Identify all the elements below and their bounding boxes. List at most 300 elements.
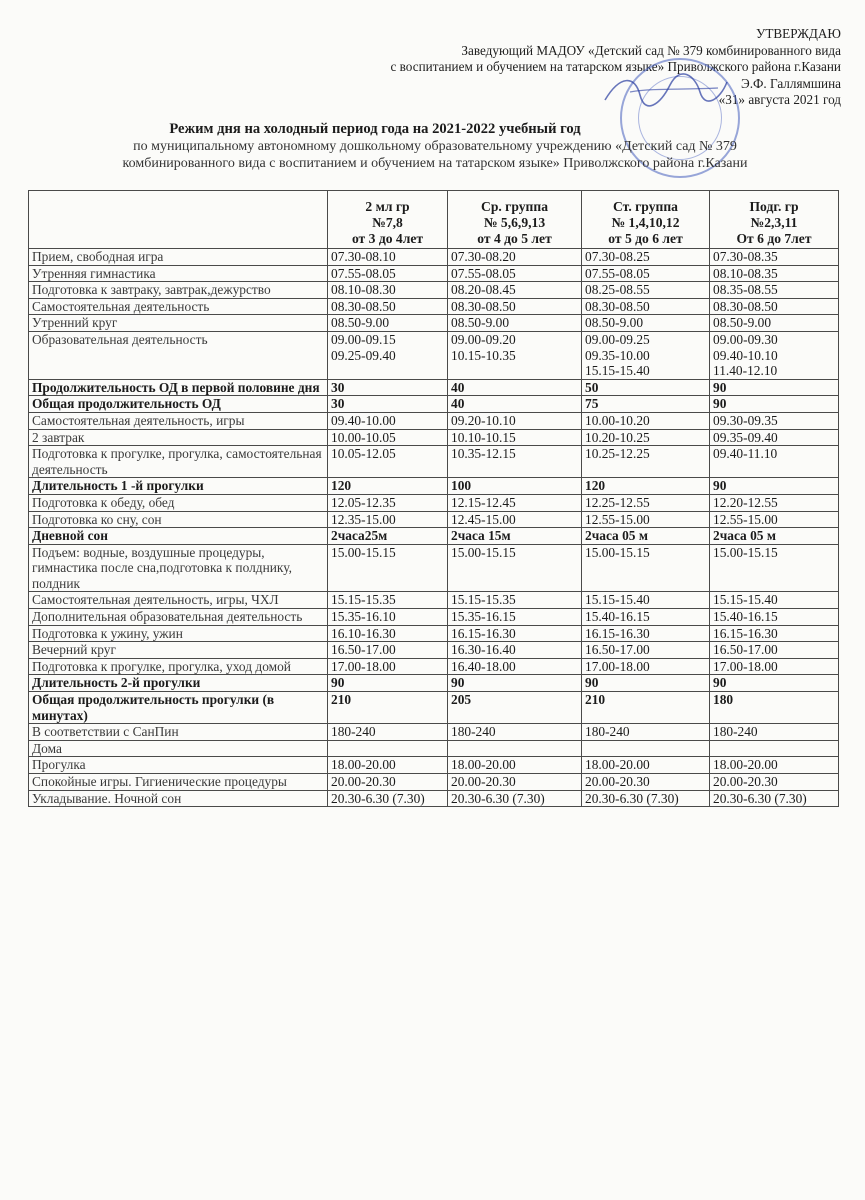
- table-cell: [582, 692, 710, 724]
- table-cell: [448, 429, 582, 446]
- table-row: [29, 675, 839, 692]
- cell-value: 07.30-08.25: [585, 249, 650, 264]
- approval-line-1: УТВЕРЖДАЮ: [755, 26, 841, 41]
- cell-value: 07.55-08.05: [451, 265, 516, 281]
- cell-value: 07.55-08.05: [331, 265, 396, 281]
- row-label: Прогулка: [29, 757, 328, 774]
- cell-value: 16.30-16.40: [451, 642, 516, 658]
- table-cell: [448, 592, 582, 609]
- table-cell: [710, 315, 839, 332]
- table-cell: [710, 528, 839, 545]
- table-row: [29, 494, 839, 511]
- table-cell: [582, 446, 710, 478]
- cell-value: 08.50-9.00: [585, 315, 644, 331]
- table-cell: [710, 511, 839, 528]
- cell-value: 09.35-09.40: [713, 429, 778, 445]
- cell-value: 16.10-16.30: [331, 625, 396, 641]
- cell-value: 09.00-09.30: [713, 331, 778, 347]
- table-cell: [328, 412, 448, 429]
- cell-value: 90: [713, 379, 727, 395]
- cell-value: 180: [713, 692, 734, 708]
- table-cell: [710, 774, 839, 791]
- table-cell: [582, 774, 710, 791]
- cell-value: 16.15-16.30: [713, 625, 778, 641]
- cell-value: 08.10-08.30: [331, 282, 396, 298]
- table-cell: [582, 315, 710, 332]
- cell-value: 12.55-15.00: [585, 511, 650, 527]
- cell-value: 08.50-9.00: [713, 315, 772, 331]
- cell-value: 08.30-08.50: [713, 298, 778, 314]
- cell-value: 15.00-15.15: [451, 544, 516, 560]
- cell-value: 08.10-08.35: [713, 265, 778, 281]
- row-label: Общая продолжительность прогулки (в минутах): [29, 692, 328, 724]
- row-label: Подготовка к обеду, обед: [29, 494, 328, 511]
- table-cell: [582, 675, 710, 692]
- column-header-line: от 3 до 4лет: [351, 231, 424, 246]
- column-header-line: 2 мл гр: [365, 199, 410, 214]
- cell-value: 16.15-16.30: [451, 625, 516, 641]
- table-cell: [582, 592, 710, 609]
- cell-value: 09.00-09.15: [331, 331, 396, 347]
- row-label: Спокойные игры. Гигиенические процедуры: [29, 774, 328, 791]
- cell-value: 07.30-08.10: [331, 249, 396, 264]
- approval-line-4: Э.Ф. Галлямшина: [741, 75, 841, 91]
- cell-value: 15.15-15.35: [451, 592, 516, 608]
- cell-value: 09.25-09.40: [331, 347, 396, 363]
- cell-value: 17.00-18.00: [713, 658, 778, 674]
- cell-value: 16.40-18.00: [451, 658, 516, 674]
- cell-value: 18.00-20.00: [585, 757, 650, 773]
- row-label: Подготовка к прогулке, прогулка, уход домой: [29, 658, 328, 675]
- column-header-line: Подг. гр: [749, 199, 799, 214]
- table-cell: [448, 528, 582, 545]
- row-label: Подготовка к прогулке, прогулка, самостоятельная деятельность: [29, 446, 328, 478]
- table-row: [29, 724, 839, 741]
- cell-value: 11.40-12.10: [713, 363, 778, 379]
- table-cell: [328, 625, 448, 642]
- table-cell: [328, 528, 448, 545]
- cell-value: 20.30-6.30 (7.30): [451, 790, 545, 806]
- table-row: [29, 315, 839, 332]
- table-row: [29, 757, 839, 774]
- table-cell: [582, 511, 710, 528]
- table-row: [29, 658, 839, 675]
- row-label: Подготовка к ужину, ужин: [29, 625, 328, 642]
- cell-value: 90: [713, 396, 727, 412]
- cell-value: 08.50-9.00: [331, 315, 390, 331]
- table-cell: [328, 511, 448, 528]
- cell-value: 2часа 15м: [451, 528, 511, 544]
- cell-value: 30: [331, 396, 345, 412]
- table-cell: [328, 265, 448, 282]
- cell-value: 15.15-15.35: [331, 592, 396, 608]
- column-header: [710, 191, 839, 249]
- row-label: Подготовка к завтраку, завтрак,дежурство: [29, 282, 328, 299]
- approval-block: [281, 26, 841, 109]
- table-cell: [448, 249, 582, 266]
- table-cell: [582, 379, 710, 396]
- table-cell: [448, 315, 582, 332]
- table-cell: [710, 249, 839, 266]
- table-cell: [710, 494, 839, 511]
- table-cell: [448, 774, 582, 791]
- title-block: [20, 120, 850, 172]
- cell-value: 07.30-08.35: [713, 249, 778, 264]
- table-cell: [448, 675, 582, 692]
- table-cell: [448, 478, 582, 495]
- cell-value: 12.55-15.00: [713, 511, 778, 527]
- cell-value: 15.40-16.15: [585, 609, 650, 625]
- table-cell: [582, 757, 710, 774]
- table-cell: [582, 331, 710, 379]
- table-cell: [328, 774, 448, 791]
- table-cell: [328, 724, 448, 741]
- table-cell: [710, 609, 839, 626]
- table-cell: [582, 298, 710, 315]
- table-row: [29, 249, 839, 266]
- table-cell: [710, 740, 839, 757]
- table-cell: [710, 478, 839, 495]
- row-label: Прием, свободная игра: [29, 249, 328, 266]
- table-cell: [448, 757, 582, 774]
- table-cell: [582, 265, 710, 282]
- cell-value: 210: [331, 692, 352, 708]
- column-header-line: №7,8: [372, 215, 403, 230]
- row-label: Укладывание. Ночной сон: [29, 790, 328, 807]
- cell-value: 180-240: [451, 724, 496, 740]
- table-cell: [710, 446, 839, 478]
- row-label: Длительность 1 -й прогулки: [29, 478, 328, 495]
- table-row: [29, 412, 839, 429]
- column-header-line: от 4 до 5 лет: [477, 231, 552, 246]
- table-cell: [328, 757, 448, 774]
- table-cell: [582, 625, 710, 642]
- row-label: Самостоятельная деятельность, игры, ЧХЛ: [29, 592, 328, 609]
- table-cell: [448, 511, 582, 528]
- table-cell: [710, 724, 839, 741]
- table-cell: [448, 790, 582, 807]
- table-cell: [710, 675, 839, 692]
- table-row: [29, 379, 839, 396]
- cell-value: 15.15-15.40: [585, 592, 650, 608]
- cell-value: 18.00-20.00: [713, 757, 778, 773]
- cell-value: 75: [585, 396, 599, 412]
- table-cell: [448, 298, 582, 315]
- cell-value: 205: [451, 692, 472, 708]
- cell-value: 10.35-12.15: [451, 446, 516, 462]
- cell-value: 12.15-12.45: [451, 494, 516, 510]
- table-row: [29, 642, 839, 659]
- table-cell: [448, 379, 582, 396]
- table-cell: [582, 642, 710, 659]
- row-label: Дневной сон: [29, 528, 328, 545]
- table-cell: [328, 379, 448, 396]
- table-cell: [582, 724, 710, 741]
- cell-value: 08.20-08.45: [451, 282, 516, 298]
- table-row: [29, 429, 839, 446]
- table-cell: [328, 790, 448, 807]
- cell-value: 15.00-15.15: [713, 544, 778, 560]
- cell-value: 180-240: [585, 724, 630, 740]
- table-cell: [448, 331, 582, 379]
- row-label: Утренняя гимнастика: [29, 265, 328, 282]
- cell-value: 10.10-10.15: [451, 429, 516, 445]
- table-cell: [448, 494, 582, 511]
- table-cell: [328, 478, 448, 495]
- table-cell: [710, 658, 839, 675]
- row-label: Самостоятельная деятельность: [29, 298, 328, 315]
- cell-value: 09.30-09.35: [713, 412, 778, 428]
- table-cell: [448, 642, 582, 659]
- table-cell: [448, 692, 582, 724]
- table-cell: [448, 724, 582, 741]
- table-cell: [710, 692, 839, 724]
- table-cell: [448, 625, 582, 642]
- cell-value: 08.25-08.55: [585, 282, 650, 298]
- table-cell: [582, 544, 710, 592]
- cell-value: 12.25-12.55: [585, 494, 650, 510]
- cell-value: 07.55-08.05: [585, 265, 650, 281]
- row-label: Самостоятельная деятельность, игры: [29, 412, 328, 429]
- table-cell: [448, 740, 582, 757]
- cell-value: 07.30-08.20: [451, 249, 516, 264]
- cell-value: 16.50-17.00: [713, 642, 778, 658]
- cell-value: 12.45-15.00: [451, 511, 516, 527]
- table-row: [29, 478, 839, 495]
- column-header-line: № 1,4,10,12: [611, 215, 680, 230]
- document-subtitle-1: по муниципальному автономному дошкольному образовательному учреждению «Детский сад № 379: [133, 139, 737, 154]
- table-cell: [582, 740, 710, 757]
- table-cell: [328, 642, 448, 659]
- table-cell: [582, 609, 710, 626]
- table-cell: [710, 544, 839, 592]
- cell-value: 20.30-6.30 (7.30): [331, 790, 425, 806]
- table-cell: [328, 544, 448, 592]
- table-row: [29, 528, 839, 545]
- cell-value: 17.00-18.00: [331, 658, 396, 674]
- cell-value: 10.00-10.20: [585, 412, 650, 428]
- table-cell: [328, 609, 448, 626]
- cell-value: 20.00-20.30: [713, 774, 778, 789]
- row-label: Дополнительная образовательная деятельность: [29, 609, 328, 626]
- cell-value: 15.35-16.10: [331, 609, 396, 625]
- table-row: [29, 774, 839, 791]
- column-header: [328, 191, 448, 249]
- schedule-table: [28, 190, 839, 807]
- table-cell: [582, 282, 710, 299]
- table-cell: [328, 429, 448, 446]
- table-cell: [710, 265, 839, 282]
- cell-value: 12.05-12.35: [331, 494, 396, 510]
- cell-value: 08.30-08.50: [585, 298, 650, 314]
- table-row: [29, 692, 839, 724]
- table-row: [29, 544, 839, 592]
- table-cell: [328, 315, 448, 332]
- cell-value: 40: [451, 396, 465, 412]
- table-row: [29, 511, 839, 528]
- table-cell: [448, 609, 582, 626]
- cell-value: 09.00-09.25: [585, 331, 650, 347]
- column-header: [448, 191, 582, 249]
- table-body: [29, 249, 839, 807]
- row-label: В соответствии с СанПин: [29, 724, 328, 741]
- cell-value: 09.00-09.20: [451, 331, 516, 347]
- column-header-line: Ср. группа: [481, 199, 548, 214]
- cell-value: 09.35-10.00: [585, 347, 650, 363]
- cell-value: 16.50-17.00: [585, 642, 650, 658]
- table-cell: [710, 642, 839, 659]
- table-cell: [710, 412, 839, 429]
- table-cell: [328, 494, 448, 511]
- table-cell: [582, 790, 710, 807]
- table-cell: [710, 396, 839, 413]
- table-cell: [582, 429, 710, 446]
- table-cell: [582, 658, 710, 675]
- cell-value: 20.00-20.30: [585, 774, 650, 789]
- cell-value: 18.00-20.00: [331, 757, 396, 773]
- table-cell: [582, 249, 710, 266]
- cell-value: 15.15-15.40: [713, 592, 778, 608]
- cell-value: 180-240: [331, 724, 376, 740]
- row-label: Подъем: водные, воздушные процедуры, гимнастика после сна,подготовка к полднику, полдник: [29, 544, 328, 592]
- table-row: [29, 625, 839, 642]
- table-cell: [448, 544, 582, 592]
- table-row: [29, 396, 839, 413]
- cell-value: 210: [585, 692, 606, 708]
- table-cell: [328, 446, 448, 478]
- table-cell: [328, 692, 448, 724]
- row-label: 2 завтрак: [29, 429, 328, 446]
- table-header-row: [29, 191, 839, 249]
- approval-line-2: Заведующий МАДОУ «Детский сад № 379 комбинированного вида: [461, 42, 841, 58]
- column-header-line: Ст. группа: [613, 199, 678, 214]
- cell-value: 120: [331, 478, 352, 494]
- cell-value: 90: [713, 478, 727, 494]
- table-row: [29, 609, 839, 626]
- cell-value: 17.00-18.00: [585, 658, 650, 674]
- table-row: [29, 446, 839, 478]
- cell-value: 10.25-12.25: [585, 446, 650, 462]
- cell-value: 180-240: [713, 724, 758, 740]
- cell-value: 08.50-9.00: [451, 315, 510, 331]
- column-header-line: № 5,6,9,13: [483, 215, 546, 230]
- cell-value: 20.30-6.30 (7.30): [585, 790, 679, 806]
- cell-value: 09.40-10.10: [713, 347, 778, 363]
- table-row: [29, 298, 839, 315]
- column-header-line: №2,3,11: [750, 215, 798, 230]
- cell-value: 10.15-10.35: [451, 347, 516, 363]
- table-cell: [328, 675, 448, 692]
- cell-value: 90: [331, 675, 345, 691]
- row-label: Длительность 2-й прогулки: [29, 675, 328, 692]
- table-row: [29, 592, 839, 609]
- cell-value: 2часа25м: [331, 528, 388, 544]
- table-cell: [328, 592, 448, 609]
- table-cell: [710, 379, 839, 396]
- cell-value: 20.30-6.30 (7.30): [713, 790, 807, 806]
- cell-value: 10.20-10.25: [585, 429, 650, 445]
- table-cell: [328, 740, 448, 757]
- row-label: Образовательная деятельность: [29, 331, 328, 379]
- table-row: [29, 265, 839, 282]
- cell-value: 09.20-10.10: [451, 412, 516, 428]
- cell-value: 08.35-08.55: [713, 282, 778, 298]
- table-cell: [710, 298, 839, 315]
- table-cell: [710, 757, 839, 774]
- cell-value: 90: [713, 675, 727, 691]
- cell-value: 16.15-16.30: [585, 625, 650, 641]
- table-cell: [328, 282, 448, 299]
- document-title: Режим дня на холодный период года на 2021-2022 учебный год: [169, 121, 581, 137]
- table-cell: [710, 331, 839, 379]
- cell-value: 120: [585, 478, 606, 494]
- table-cell: [710, 429, 839, 446]
- table-cell: [448, 412, 582, 429]
- cell-value: 100: [451, 478, 472, 494]
- table-row: [29, 740, 839, 757]
- table-cell: [582, 494, 710, 511]
- table-cell: [582, 528, 710, 545]
- cell-value: 50: [585, 379, 599, 395]
- table-cell: [328, 249, 448, 266]
- cell-value: 09.40-11.10: [713, 446, 778, 462]
- cell-value: 2часа 05 м: [585, 528, 648, 544]
- cell-value: 10.00-10.05: [331, 429, 396, 445]
- cell-value: 09.40-10.00: [331, 412, 396, 428]
- table-cell: [448, 396, 582, 413]
- cell-value: 15.00-15.15: [585, 544, 650, 560]
- cell-value: 15.40-16.15: [713, 609, 778, 625]
- table-row: [29, 282, 839, 299]
- row-label: Общая продолжительность ОД: [29, 396, 328, 413]
- cell-value: 08.30-08.50: [451, 298, 516, 314]
- cell-value: 16.50-17.00: [331, 642, 396, 658]
- table-row: [29, 331, 839, 379]
- cell-value: 20.00-20.30: [451, 774, 516, 789]
- row-label: Подготовка ко сну, сон: [29, 511, 328, 528]
- cell-value: 40: [451, 379, 465, 395]
- table-cell: [328, 331, 448, 379]
- cell-value: 15.35-16.15: [451, 609, 516, 625]
- table-cell: [582, 478, 710, 495]
- cell-value: 90: [585, 675, 599, 691]
- cell-value: 2часа 05 м: [713, 528, 776, 544]
- cell-value: 12.20-12.55: [713, 494, 778, 510]
- cell-value: 08.30-08.50: [331, 298, 396, 314]
- table-row: [29, 790, 839, 807]
- document-subtitle-2: комбинированного вида с воспитанием и обучением на татарском языке» Приволжского района г.Казани: [122, 156, 748, 171]
- table-cell: [328, 658, 448, 675]
- cell-value: 90: [451, 675, 465, 691]
- row-label: Дома: [29, 740, 328, 757]
- cell-value: 12.35-15.00: [331, 511, 396, 527]
- table-cell: [448, 265, 582, 282]
- cell-value: 30: [331, 379, 345, 395]
- row-label: Вечерний круг: [29, 642, 328, 659]
- column-header: [582, 191, 710, 249]
- table-cell: [710, 790, 839, 807]
- column-header-line: от 5 до 6 лет: [608, 231, 683, 246]
- table-cell: [582, 412, 710, 429]
- column-header-line: От 6 до 7лет: [736, 231, 812, 246]
- table-cell: [328, 396, 448, 413]
- table-cell: [448, 446, 582, 478]
- table-cell: [710, 592, 839, 609]
- cell-value: 20.00-20.30: [331, 774, 396, 789]
- table-cell: [582, 396, 710, 413]
- cell-value: 10.05-12.05: [331, 446, 396, 462]
- table-cell: [448, 658, 582, 675]
